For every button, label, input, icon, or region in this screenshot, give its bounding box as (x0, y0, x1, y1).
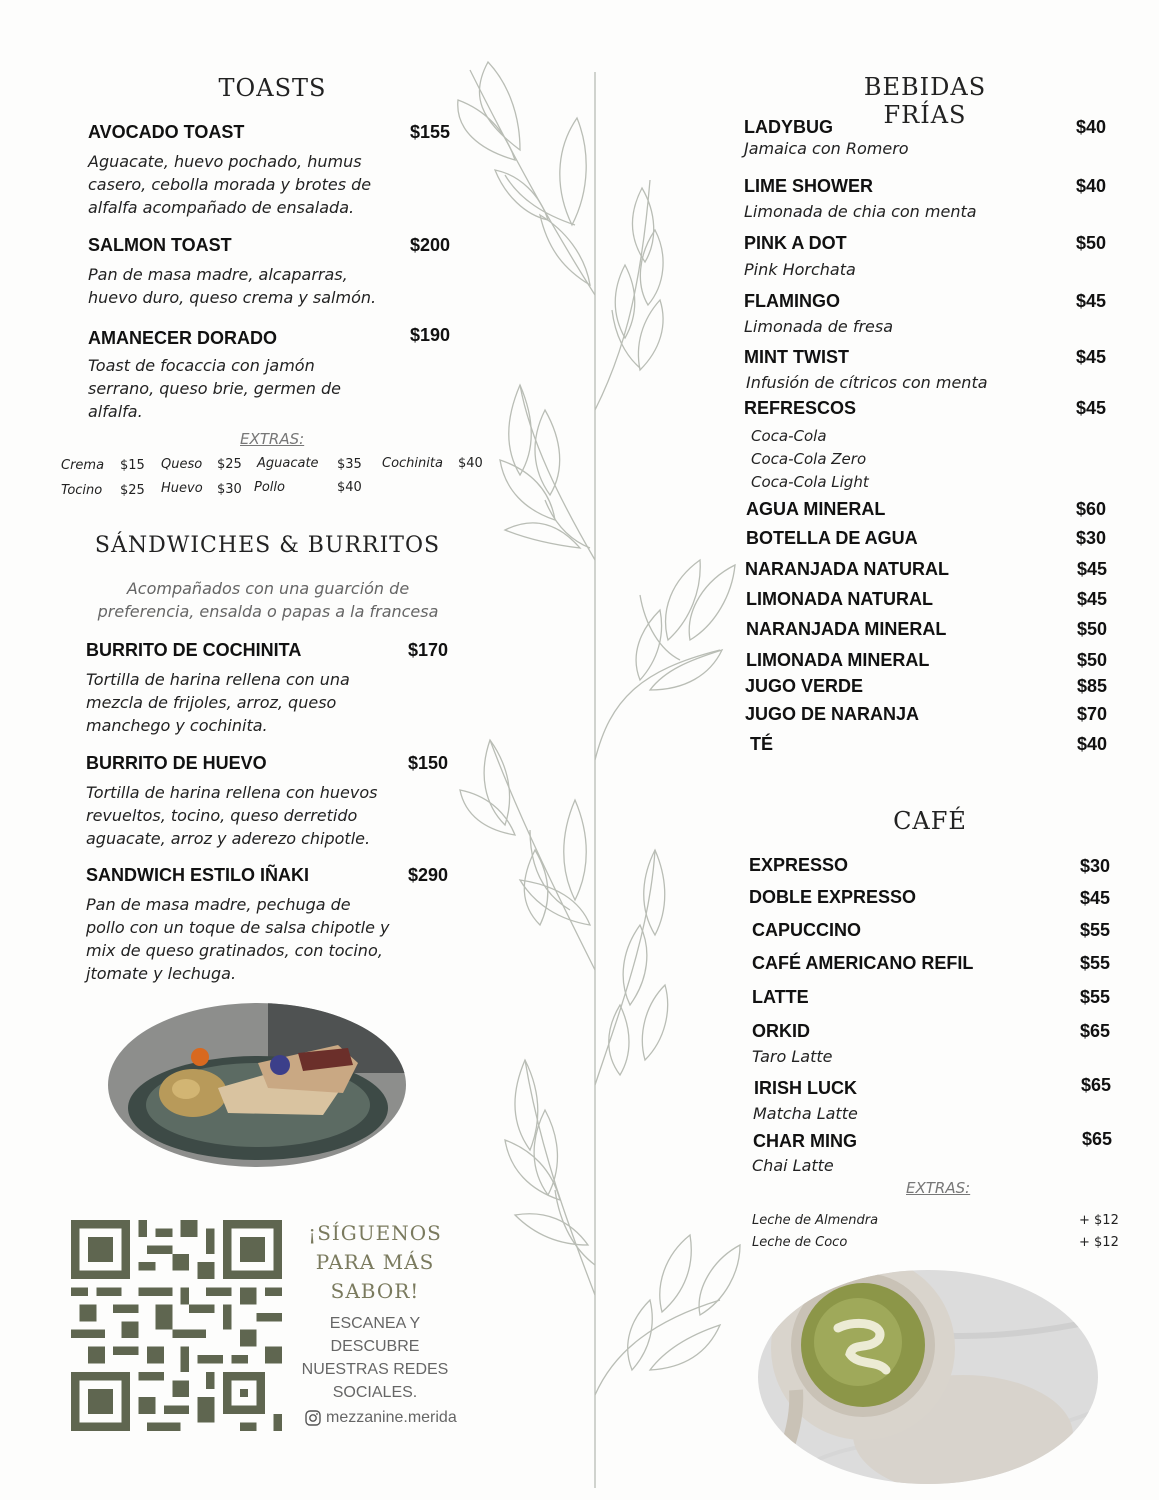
item-name: DOBLE EXPRESSO (749, 887, 917, 907)
item-name: AGUA MINERAL (746, 499, 886, 519)
item-price: $50 (1077, 650, 1108, 670)
extra-name: Aguacate (257, 456, 319, 471)
item-name: IRISH LUCK (754, 1078, 857, 1098)
item-price: $45 (1076, 291, 1107, 311)
item-name: LIME SHOWER (744, 176, 873, 196)
item-description: Matcha Latte (753, 1104, 858, 1123)
item-name: NARANJADA MINERAL (746, 619, 947, 639)
item-price: $150 (408, 753, 449, 773)
extra-price: $25 (217, 457, 242, 472)
item-name: ORKID (752, 1021, 810, 1041)
item-name: BURRITO DE HUEVO (86, 753, 267, 773)
follow-title: ¡SÍGUENOS PARA MÁS SABOR! (308, 1221, 442, 1303)
item-name: CAPUCCINO (752, 920, 862, 940)
extra-name: Leche de Almendra (752, 1213, 879, 1228)
item-name: REFRESCOS (744, 398, 857, 418)
latte-photo (758, 1270, 1098, 1485)
instagram-icon (305, 1410, 321, 1426)
item-name: CAFÉ AMERICANO REFIL (752, 953, 974, 973)
item-name: JUGO DE NARANJA (745, 704, 920, 724)
item-price: $190 (410, 325, 451, 345)
item-name: EXPRESSO (749, 855, 849, 875)
item-name: CHAR MING (753, 1131, 857, 1151)
refrescos-list (751, 425, 869, 494)
item-name: LATTE (752, 987, 809, 1007)
extra-name: Queso (161, 457, 203, 472)
extra-price: + $12 (1079, 1213, 1119, 1228)
extra-name: Huevo (161, 481, 203, 496)
item-price: $45 (1076, 347, 1107, 367)
extra-name: Pollo (254, 480, 285, 495)
item-price: $40 (1076, 176, 1107, 196)
item-name: BURRITO DE COCHINITA (86, 640, 302, 660)
extras-label-toasts: EXTRAS: (240, 430, 305, 448)
burrito-photo (108, 1003, 406, 1168)
item-name: SALMON TOAST (88, 235, 232, 255)
extra-price: $40 (337, 480, 362, 495)
section-subtitle: Acompañados con una guarción de preferencia, ensalda o papas a la francesa (97, 579, 439, 621)
item-price: $40 (1077, 734, 1108, 754)
extra-price: + $12 (1079, 1235, 1119, 1250)
item-description: Aguacate, huevo pochado, humus casero, cebolla morada y brotes de alfalfa acompañado de ensalada. (88, 152, 372, 217)
extra-name: Cochinita (382, 456, 443, 471)
item-description: Tortilla de harina rellena con una mezcla de frijoles, arroz, queso manchego y cochinita. (86, 670, 350, 735)
item-price: $30 (1076, 528, 1107, 548)
item-name: MINT TWIST (744, 347, 849, 367)
item-price: $50 (1077, 619, 1108, 639)
item-price: $60 (1076, 499, 1107, 519)
section-title-toasts: TOASTS (218, 74, 327, 102)
item-price: $65 (1081, 1075, 1112, 1095)
refresco-option: Coca-Cola Light (751, 473, 869, 491)
item-name: AMANECER DORADO (88, 328, 277, 348)
item-name: JUGO VERDE (745, 676, 864, 696)
section-title-bebidas: BEBIDAS FRÍAS (863, 73, 987, 129)
item-description: Limonada de fresa (744, 317, 894, 336)
extra-price: $40 (458, 456, 483, 471)
item-price: $65 (1080, 1021, 1111, 1041)
item-name: NARANJADA NATURAL (745, 559, 949, 579)
item-description: Limonada de chia con menta (744, 202, 977, 221)
item-name: FLAMINGO (744, 291, 840, 311)
extra-price: $30 (217, 482, 242, 497)
item-price: $55 (1080, 920, 1111, 940)
section-title-sandwiches: SÁNDWICHES & BURRITOS (94, 533, 441, 558)
extra-name: Leche de Coco (752, 1235, 848, 1250)
extra-price: $35 (337, 457, 362, 472)
extra-price: $25 (120, 483, 145, 498)
extras-label-cafe: EXTRAS: (906, 1179, 971, 1197)
item-price: $290 (408, 865, 449, 885)
item-description: Infusión de cítricos con menta (746, 373, 988, 392)
item-price: $50 (1076, 233, 1107, 253)
item-name: SANDWICH ESTILO IÑAKI (86, 865, 309, 885)
item-name: LIMONADA MINERAL (746, 650, 930, 670)
item-name: LIMONADA NATURAL (746, 589, 933, 609)
qr-code (71, 1220, 282, 1431)
follow-text: ESCANEA Y DESCUBRE NUESTRAS REDES SOCIALES. (301, 1315, 449, 1401)
item-price: $155 (410, 122, 451, 142)
item-name: PINK A DOT (744, 233, 847, 253)
item-name: TÉ (750, 734, 774, 754)
item-description: Pan de masa madre, pechuga de pollo con un toque de salsa chipotle y mix de queso gratinados, con tocino, jtomate y lechuga. (86, 895, 390, 983)
extra-price: $15 (120, 458, 145, 473)
extra-name: Tocino (61, 483, 103, 498)
item-price: $55 (1080, 987, 1111, 1007)
refresco-option: Coca-Cola Zero (751, 450, 867, 468)
item-price: $40 (1076, 117, 1107, 137)
item-name: AVOCADO TOAST (88, 122, 245, 142)
item-price: $45 (1077, 559, 1108, 579)
refresco-option: Coca-Cola (751, 427, 827, 445)
item-price: $45 (1076, 398, 1107, 418)
item-price: $70 (1077, 704, 1108, 724)
item-price: $200 (410, 235, 451, 255)
instagram-handle[interactable] (305, 1408, 457, 1428)
item-price: $170 (408, 640, 449, 660)
item-name: LADYBUG (744, 117, 833, 137)
instagram-label: mezzanine.merida (326, 1409, 457, 1426)
item-price: $45 (1077, 589, 1108, 609)
section-title-cafe: CAFÉ (893, 807, 967, 835)
item-name: BOTELLA DE AGUA (746, 528, 918, 548)
item-price: $30 (1080, 856, 1111, 876)
item-description: Taro Latte (752, 1047, 833, 1066)
item-price: $65 (1082, 1129, 1113, 1149)
item-price: $45 (1080, 888, 1111, 908)
item-description: Toast de focaccia con jamón serrano, queso brie, germen de alfalfa. (88, 356, 342, 421)
item-description: Pink Horchata (744, 260, 856, 279)
item-description: Tortilla de harina rellena con huevos revueltos, tocino, queso derretido aguacate, arroz y aderezo chipotle. (86, 783, 378, 848)
item-description: Pan de masa madre, alcaparras, huevo duro, queso crema y salmón. (88, 265, 377, 307)
item-description: Chai Latte (752, 1156, 834, 1175)
extra-name: Crema (61, 458, 105, 473)
item-price: $85 (1077, 676, 1108, 696)
item-price: $55 (1080, 953, 1111, 973)
item-description: Jamaica con Romero (744, 139, 909, 158)
